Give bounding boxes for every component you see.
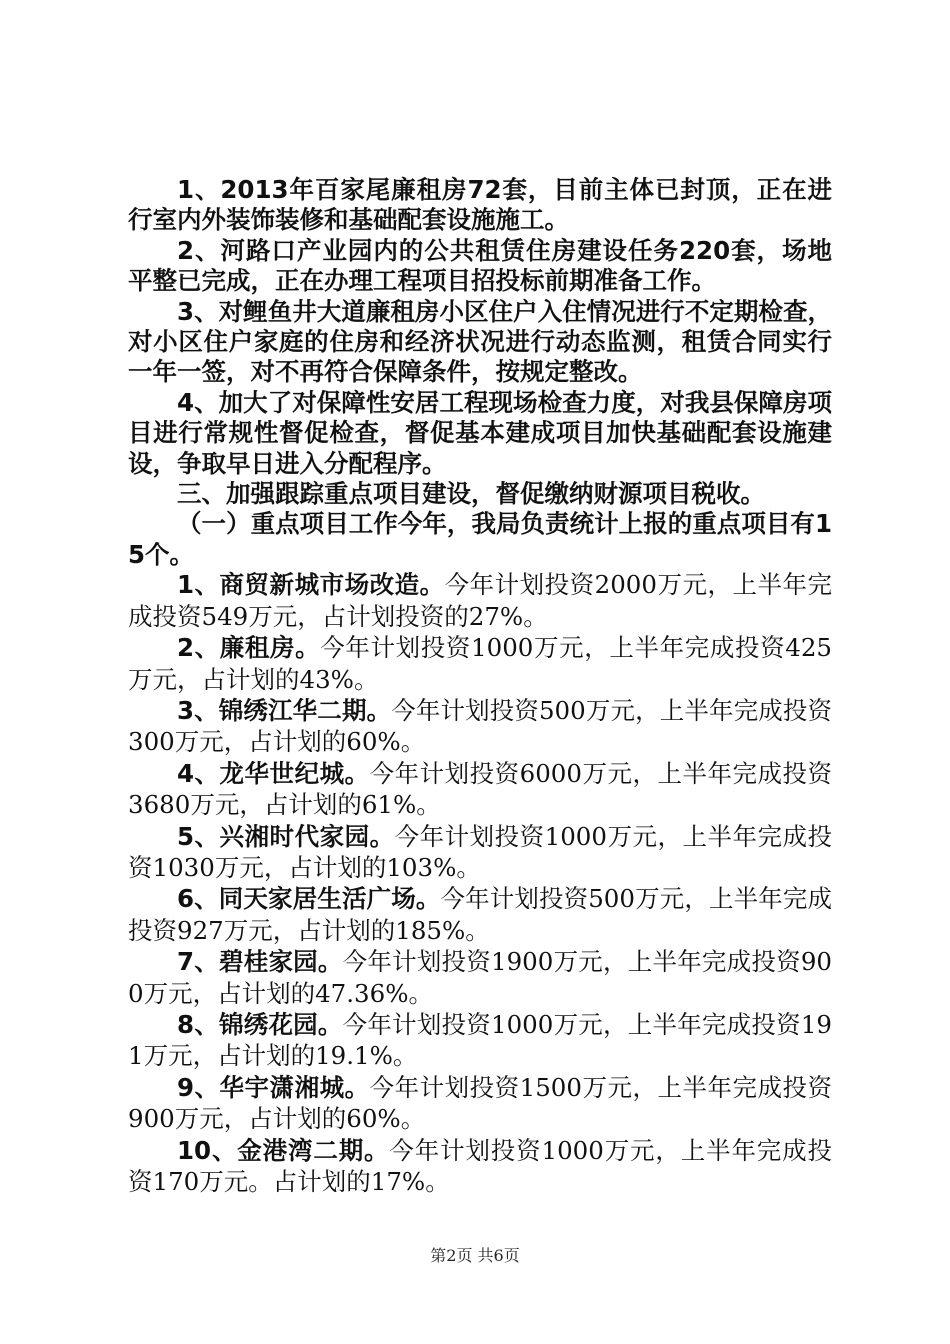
project-detail: 今年计划投资1500万元，上半年完成投资900万元，占计划的60%。: [128, 1072, 832, 1134]
project-detail: 今年计划投资1000万元，上半年完成投资170万元。占计划的17%。: [128, 1135, 833, 1196]
project-name: 4、龙华世纪城。: [177, 758, 370, 788]
subsection-key-projects: （一）重点项目工作今年，我局负责统计上报的重点项目有15个。: [128, 509, 832, 569]
project-name: 10、金港湾二期。: [177, 1135, 390, 1165]
project-name: 6、同天家居生活广场。: [177, 884, 441, 914]
project-item-5: [128, 822, 832, 885]
paragraph-item-2: 2、河路口产业园内的公共租赁住房建设任务220套，场地平整已完成，正在办理工程项目招投标前期准备工作。: [128, 235, 832, 296]
project-detail: 今年计划投资1000万元，上半年完成投资1030万元，占计划的103%。: [128, 821, 833, 882]
paragraph-item-1: 1、2013年百家尾廉租房72套，目前主体已封顶，正在进行室内外装饰装修和基础配套设施施工。: [128, 175, 832, 235]
section-heading-three: 三、加强跟踪重点项目建设，督促缴纳财源项目税收。: [177, 479, 765, 509]
document-body: [128, 175, 832, 1198]
project-detail: 今年计划投资6000万元，上半年完成投资3680万元，占计划的61%。: [128, 758, 832, 820]
project-name: 5、兴湘时代家园。: [177, 821, 395, 851]
project-name: 9、华宇潇湘城。: [177, 1072, 370, 1102]
project-item-7: [128, 947, 832, 1010]
project-name: 2、廉租房。: [177, 633, 321, 663]
project-item-3: [128, 696, 832, 759]
paragraph-item-3: 3、对鲤鱼井大道廉租房小区住户入住情况进行不定期检查，对小区住户家庭的住房和经济状况进行动态监测，租赁合同实行一年一签，对不再符合保障条件，按规定整改。: [128, 296, 832, 387]
project-name: 8、锦绣花园。: [177, 1009, 343, 1039]
project-detail: 今年计划投资1000万元，上半年完成投资425万元，占计划的43%。: [128, 633, 832, 694]
project-detail: 今年计划投资1900万元，上半年完成投资900万元，占计划的47.36%。: [128, 947, 833, 1008]
project-name: 1、商贸新城市场改造。: [177, 570, 445, 600]
project-name: 7、碧桂家园。: [177, 947, 343, 977]
page-footer: [0, 1243, 950, 1266]
project-detail: 今年计划投资2000万元，上半年完成投资549万元，占计划投资的27%。: [128, 570, 832, 631]
project-item-4: [128, 759, 832, 822]
project-item-8: [128, 1010, 832, 1073]
page-number-label: 第2页 共6页: [430, 1246, 520, 1265]
paragraph-item-4: 4、加大了对保障性安居工程现场检查力度，对我县保障房项目进行常规性督促检查，督促基本建成项目加快基础配套设施建设，争取早日进入分配程序。: [128, 387, 832, 478]
project-item-6: [128, 884, 832, 947]
project-name: 3、锦绣江华二期。: [177, 695, 392, 725]
project-detail: 今年计划投资500万元，上半年完成投资300万元，占计划的60%。: [128, 695, 833, 757]
project-item-1: [128, 570, 832, 633]
project-item-2: [128, 633, 832, 696]
project-detail: 今年计划投资500万元，上半年完成投资927万元，占计划的185%。: [128, 884, 832, 945]
project-item-10: [128, 1136, 832, 1199]
project-detail: 今年计划投资1000万元，上半年完成投资191万元，占计划的19.1%。: [128, 1009, 833, 1071]
project-item-9: [128, 1073, 832, 1136]
